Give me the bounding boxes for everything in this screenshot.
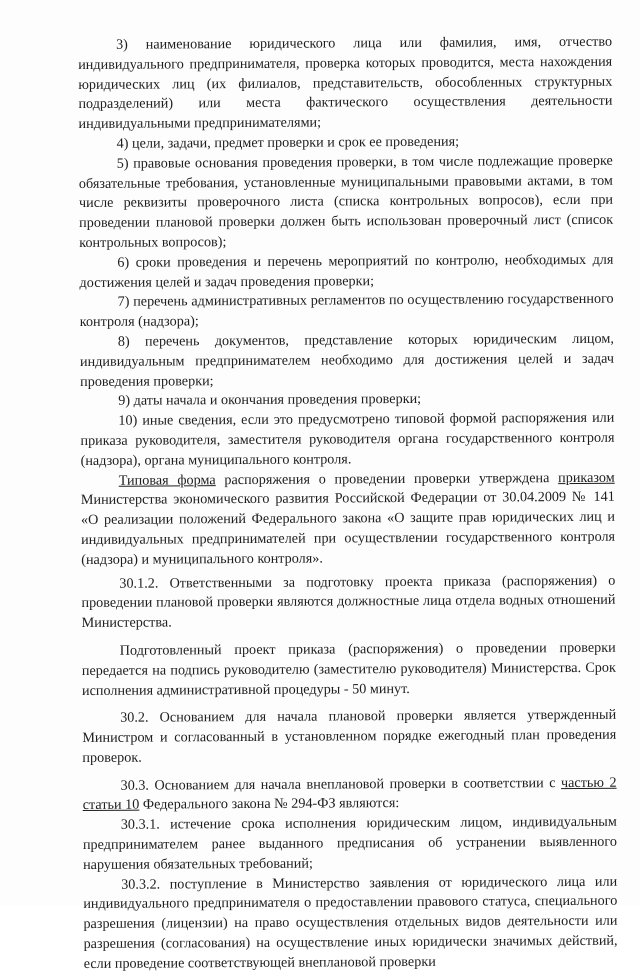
typical-form-link[interactable]: Типовая форма xyxy=(118,471,216,489)
paragraph-30-3-text-2: Федерального закона № 294-ФЗ являются: xyxy=(139,795,400,814)
typical-form-text-2: Министерства экономического развития Российской Федерации от 30.04.2009 № 141 «О реализации положений Федерального закона «О защите прав юридических лиц и индивидуальных предпринимателей при осуществлении государственного контроля (надзора) и муниципального контроля». xyxy=(80,489,616,568)
paragraph-30-1-2: 30.1.2. Ответственными за подготовку проекта приказа (распоряжения) о проведении плановой проверки являются должностные лица отдела водных отношений Министерства. xyxy=(81,572,616,632)
paragraph-30-3 xyxy=(83,773,617,816)
list-item-9: 9) даты начала и окончания проведения проверки; xyxy=(118,391,422,410)
order-link[interactable]: приказом xyxy=(558,469,615,486)
list-item-5: 5) правовые основания проведения проверки, в том числе подлежащие проверке обязательные требования, установленные муниципальными правовыми актами, в том числе реквизиты проверочного листа (списка контрольных вопросов), если при проведении плановой проверки должен быть использован проверочный лист (список контрольных вопросов); xyxy=(78,152,614,251)
list-item-6: 6) сроки проведения и перечень мероприятий по контролю, необходимых для достижения целей и задач проведения проверки; xyxy=(79,251,614,291)
list-item-7: 7) перечень административных регламентов по осуществлению государственного контроля (надзора); xyxy=(79,291,614,331)
paragraph-30-3-2: 30.3.2. поступление в Министерство заявления от юридического лица или индивидуального предпринимателя о предоставлении правового статуса, специального разрешения (лицензии) на право осуществления отдельных видов деятельности или разрешения (согласования) на осуществление иных юридически значимых действий, если проведение соответствующей внеплановой проверки xyxy=(83,873,618,972)
typical-form-text-1: распоряжения о проведении проверки утверждена xyxy=(215,469,559,488)
paragraph-30-2: 30.2. Основанием для начала плановой проверки является утвержденный Министром и согласованный в установленном порядке ежегодный план проведения проверок. xyxy=(82,707,617,766)
typical-form-paragraph xyxy=(81,468,616,570)
paragraph-30-3-text-1: 30.3. Основанием для начала внеплановой проверки в соответствии с xyxy=(120,774,562,794)
list-item-4: 4) цели, задачи, предмет проверки и срок ее проведения; xyxy=(116,133,460,152)
list-item-3: 3) наименование юридического лица или фамилия, имя, отчество индивидуального предпринимателя, проверка которых проводится, места нахождения юридических лиц (их филиалов, представительств, обособленных структурных подразделений) или места фактического осуществления деятельности индивидуальными предпринимателями; xyxy=(78,33,613,133)
list-item-8: 8) перечень документов, представление которых юридическим лицом, индивидуальным предпринимателем необходимо для достижения целей и задач проведения проверки; xyxy=(79,330,615,390)
list-item-10: 10) иные сведения, если это предусмотрено типовой формой распоряжения или приказа руководителя, заместителя руководителя органа государственного контроля (надзора), органа муниципального контроля. xyxy=(80,409,615,469)
paragraph-30-3-1: 30.3.1. истечение срока исполнения юридическим лицом, индивидуальным предпринимателем ранее выданного предписания об устранении выявленного нарушения обязательных требований; xyxy=(82,814,617,873)
paragraph-prepared-draft: Подготовленный проект приказа (распоряжения) о проведении проверки передается на подпись руководителю (заместителю руководителя) Министерства. Срок исполнения административной процедуры - 50 минут. xyxy=(81,639,616,699)
law-part-link[interactable]: частью 2 статьи 10 xyxy=(82,774,617,814)
document-body xyxy=(78,33,618,975)
